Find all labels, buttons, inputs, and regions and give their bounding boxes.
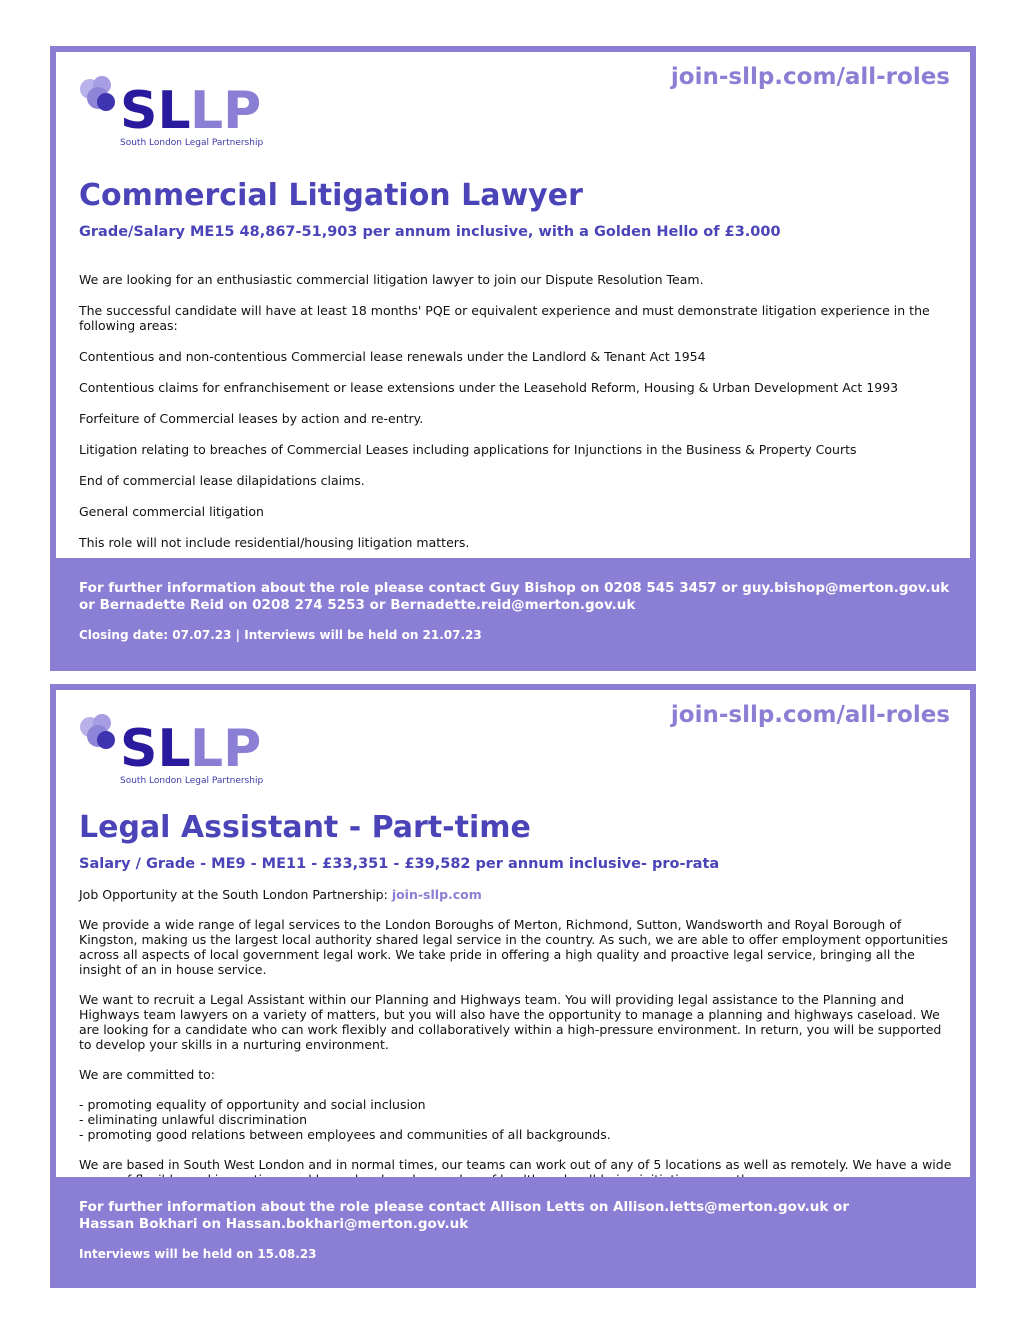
logo-tagline: South London Legal Partnership xyxy=(120,776,264,786)
sllp-logo xyxy=(76,714,276,794)
list-item: - promoting equality of opportunity and social inclusion xyxy=(79,1097,426,1112)
logo-tagline: South London Legal Partnership xyxy=(120,138,264,148)
logo-text-sl: SL xyxy=(120,719,191,776)
contact-line: For further information about the role please contact Allison Letts on Allison.letts@merton.gov.uk or xyxy=(79,1199,849,1215)
job-title: Commercial Litigation Lawyer xyxy=(79,178,583,213)
job-title: Legal Assistant - Part-time xyxy=(79,810,531,845)
logo-text-sl: SL xyxy=(120,81,191,138)
job-ad-commercial-litigation xyxy=(50,46,976,671)
paragraph: The successful candidate will have at least 18 months' PQE or equivalent experience and must demonstrate litigation experience in the following areas: xyxy=(79,303,930,333)
paragraph: This role will not include residential/housing litigation matters. xyxy=(79,535,470,550)
list-item: - promoting good relations between employees and communities of all backgrounds. xyxy=(79,1127,611,1142)
committed-heading: We are committed to: xyxy=(79,1067,215,1082)
contact-footer xyxy=(56,1177,970,1282)
paragraph: We provide a wide range of legal services to the London Boroughs of Merton, Richmond, Sutton, Wandsworth and Royal Borough of Kingston, making us the largest local authority shared legal service in the country. As such, we are able to offer employment opportunities across all aspects of local government legal work. We take pride in offering a high quality and proactive legal service, bringing all the insight of an in house service. xyxy=(79,917,948,977)
closing-dates: Closing date: 07.07.23 | Interviews will be held on 21.07.23 xyxy=(79,628,482,642)
requirement-item: Contentious and non-contentious Commercial lease renewals under the Landlord & Tenant Act 1954 xyxy=(79,349,706,364)
opportunity-line xyxy=(79,887,954,902)
contact-line: Hassan Bokhari on Hassan.bokhari@merton.gov.uk xyxy=(79,1216,469,1232)
requirement-item: Litigation relating to breaches of Commercial Leases including applications for Injunctions in the Business & Property Courts xyxy=(79,442,857,457)
requirement-item: General commercial litigation xyxy=(79,504,264,519)
job-description xyxy=(79,272,954,550)
requirement-item: Forfeiture of Commercial leases by action and re-entry. xyxy=(79,411,424,426)
contact-line: For further information about the role please contact Guy Bishop on 0208 545 3457 or guy.bishop@merton.gov.uk xyxy=(79,580,950,596)
job-ad-legal-assistant xyxy=(50,684,976,1288)
contact-footer xyxy=(56,558,970,665)
logo-circles-graphic xyxy=(76,76,276,138)
interview-date: Interviews will be held on 15.08.23 xyxy=(79,1247,317,1261)
logo-text-lp: LP xyxy=(190,719,262,776)
logo-circles-graphic xyxy=(76,714,276,776)
job-description xyxy=(79,887,954,1187)
sllp-logo xyxy=(76,76,276,156)
requirement-item: Contentious claims for enfranchisement or lease extensions under the Leasehold Reform, Housing & Urban Development Act 1993 xyxy=(79,380,899,395)
paragraph: We want to recruit a Legal Assistant within our Planning and Highways team. You will providing legal assistance to the Planning and Highways team lawyers on a variety of matters, but you will also have the opportunity to manage a planning and highways caseload. We are looking for a candidate who can work flexibly and collaboratively within a high-pressure environment. In return, you will be supported to develop your skills in a nurturing environment. xyxy=(79,992,942,1052)
opportunity-prefix: Job Opportunity at the South London Partnership: xyxy=(79,887,392,902)
paragraph: We are looking for an enthusiastic commercial litigation lawyer to join our Dispute Resolution Team. xyxy=(79,272,704,287)
logo-text-lp: LP xyxy=(190,81,262,138)
commitments-list xyxy=(79,1097,954,1142)
list-item: - eliminating unlawful discrimination xyxy=(79,1112,308,1127)
salary-line: Salary / Grade - ME9 - ME11 - £33,351 - £39,582 per annum inclusive- pro-rata xyxy=(79,856,720,872)
paragraph: We are based in South West London and in normal times, our teams can work out of any of 5 locations as well as remotely. We have a wide xyxy=(79,1157,952,1172)
salary-line: Grade/Salary ME15 48,867-51,903 per annum inclusive, with a Golden Hello of £3.000 xyxy=(79,224,781,240)
contact-line: or Bernadette Reid on 0208 274 5253 or Bernadette.reid@merton.gov.uk xyxy=(79,597,636,613)
careers-link[interactable]: join-sllp.com/all-roles xyxy=(670,702,950,728)
requirement-item: End of commercial lease dilapidations claims. xyxy=(79,473,365,488)
careers-link[interactable]: join-sllp.com/all-roles xyxy=(670,64,950,90)
opportunity-link[interactable]: join-sllp.com xyxy=(391,887,482,902)
